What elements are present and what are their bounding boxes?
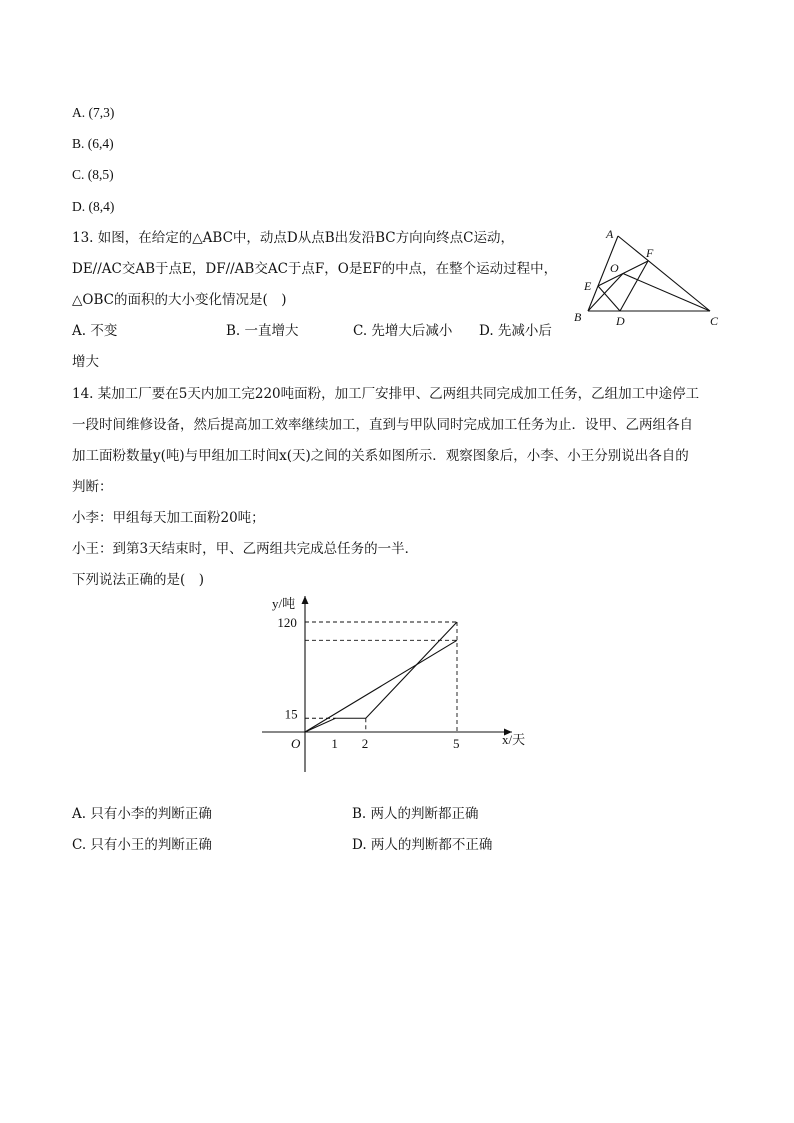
origin-label: O <box>291 736 301 751</box>
q14-option-b: B. 两人的判断都正确 <box>352 806 479 822</box>
q14-text-line3: 加工面粉数量y(吨)与甲组加工时间x(天)之间的关系如图所示．观察图象后，小李、小王分别说出各自的 <box>72 448 689 464</box>
q13-option-d-wrap: 增大 <box>72 354 99 370</box>
q13-option-c: C. 先增大后减小 <box>353 323 453 339</box>
prev-option-a: A. (7,3) <box>72 105 115 120</box>
q13-text-line3: △OBC的面积的大小变化情况是( ) <box>72 292 287 308</box>
q13-text-line2: DE//AC交AB于点E，DF//AB交AC于点F，O是EF的中点，在整个运动过程中， <box>72 261 558 277</box>
label-a: A <box>606 227 614 241</box>
label-o: O <box>610 261 619 275</box>
label-d: D <box>616 314 625 328</box>
q14-text-line4: 判断： <box>72 479 113 495</box>
q14-text-line6: 小王：到第3天结束时，甲、乙两组共完成总任务的一半． <box>72 541 419 557</box>
label-f: F <box>646 246 654 260</box>
q14-text-line2: 一段时间维修设备，然后提高加工效率继续加工，直到与甲队同时完成加工任务为止．设甲、乙两组各自 <box>72 417 693 433</box>
y-tick-label: 15 <box>284 706 298 722</box>
y-tick-label: 120 <box>277 615 297 630</box>
x-tick-label: 2 <box>361 736 369 751</box>
y-axis-label: y/吨 <box>272 596 296 611</box>
x-axis-label: x/天 <box>502 732 526 747</box>
triangle-side-ac <box>618 236 710 311</box>
q14-option-a: A. 只有小李的判断正确 <box>72 806 212 822</box>
prev-option-b: B. (6,4) <box>72 136 114 151</box>
x-tick-label: 1 <box>331 736 338 751</box>
q13-option-b: B. 一直增大 <box>226 323 299 339</box>
q14-text-line1: 14. 某加工厂要在5天内加工完220吨面粉，加工厂安排甲、乙两组共同完成加工任务，乙组加工中途停工 <box>72 386 700 402</box>
q14-line-chart <box>250 590 550 780</box>
q13-triangle-figure <box>570 222 730 334</box>
segment-ob <box>588 274 623 312</box>
x-tick-label: 5 <box>453 736 460 751</box>
q13-option-a: A. 不变 <box>72 323 118 339</box>
series-line-2 <box>305 622 457 732</box>
q13-option-d: D. 先减小后 <box>479 323 552 339</box>
q14-option-d: D. 两人的判断都不正确 <box>352 837 493 853</box>
prev-option-c: C. (8,5) <box>72 167 114 182</box>
segment-de <box>598 286 620 311</box>
label-b: B <box>574 310 582 324</box>
q13-text-line1: 13. 如图，在给定的△ABC中，动点D从点B出发沿BC方向向终点C运动， <box>72 230 514 246</box>
series-line-1 <box>305 640 457 732</box>
label-c: C <box>710 314 719 328</box>
q14-text-line5: 小李：甲组每天加工面粉20吨； <box>72 510 265 526</box>
prev-option-d: D. (8,4) <box>72 199 115 214</box>
q14-text-line7: 下列说法正确的是( ) <box>72 572 205 588</box>
y-axis-arrow <box>302 596 309 604</box>
label-e: E <box>584 279 592 293</box>
q14-option-c: C. 只有小王的判断正确 <box>72 837 212 853</box>
segment-oc <box>623 274 710 312</box>
